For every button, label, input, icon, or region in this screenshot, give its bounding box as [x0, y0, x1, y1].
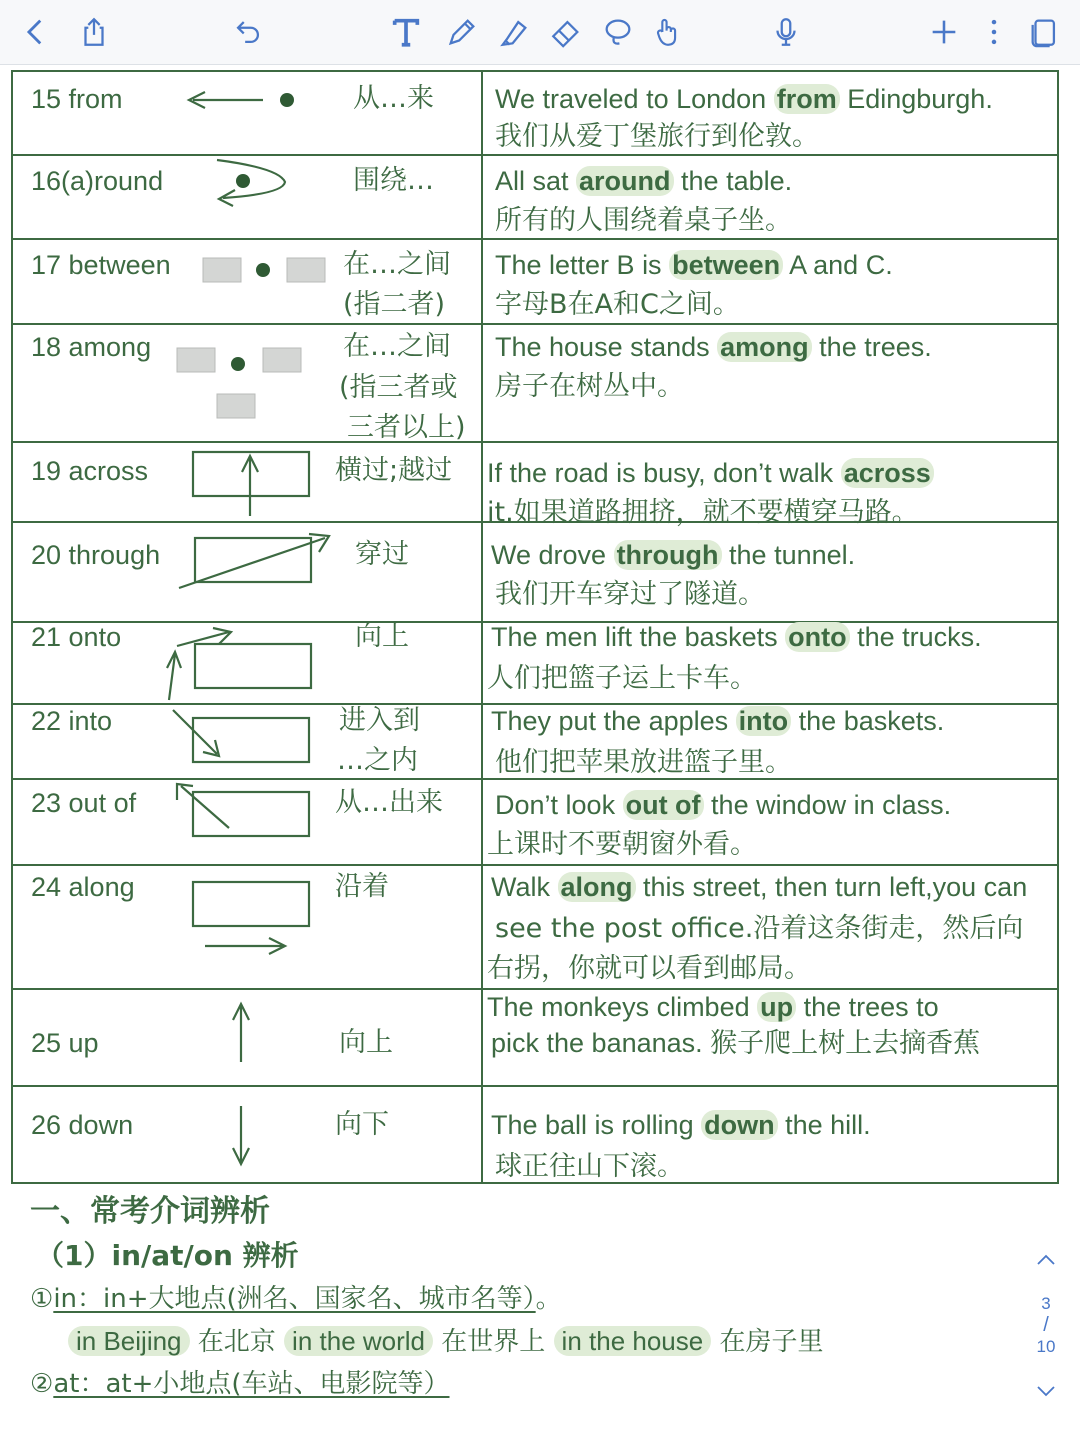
term-16: 16(a)round: [31, 166, 164, 196]
meaning-22b: …之内: [337, 745, 418, 776]
example-text: the baskets.: [791, 706, 945, 736]
example-text: this street, then turn left,you can: [635, 872, 1028, 902]
example-text: the tunnel.: [721, 540, 856, 570]
example-16: [495, 164, 792, 198]
example-cn-24b: 右拐，你就可以看到邮局。: [487, 953, 811, 984]
meaning-17b: (指二者): [343, 289, 446, 320]
diagram-around: [209, 154, 299, 214]
diagram-onto: [163, 624, 323, 704]
example-text: the hill.: [777, 1110, 871, 1140]
page-navigator: [1026, 1240, 1066, 1430]
example-25: [487, 990, 939, 1024]
meaning-26: 向下: [335, 1109, 389, 1140]
highlight: out of: [623, 790, 704, 820]
example-19: [487, 456, 934, 490]
example-cn-22: 他们把苹果放进篮子里。: [495, 747, 792, 778]
current-page: 3: [1041, 1294, 1051, 1313]
meaning-17: 在…之间: [343, 249, 451, 280]
row-divider: [13, 154, 1057, 156]
meaning-18b: (指三者或: [339, 372, 458, 403]
term-25: 25 up: [31, 1028, 99, 1058]
term-17: 17 between: [31, 250, 171, 280]
pen-icon[interactable]: [440, 10, 484, 54]
diagram-out-of: [173, 782, 323, 852]
example-24: [491, 870, 1027, 904]
example-cn: 在北京: [189, 1327, 285, 1357]
rule-in: [30, 1278, 930, 1320]
back-icon[interactable]: [14, 10, 58, 54]
term-21: 21 onto: [31, 622, 122, 652]
example-cn-26: 球正往山下滚。: [495, 1151, 684, 1182]
example-text: the window in class.: [703, 790, 952, 820]
example-21: [491, 620, 982, 654]
example-text: The men lift the baskets: [491, 622, 786, 652]
highlight: into: [736, 706, 791, 736]
preposition-table: [11, 70, 1059, 1184]
highlight: onto: [785, 622, 849, 652]
diagram-up: [223, 1000, 263, 1064]
undo-icon[interactable]: [226, 10, 270, 54]
pages-icon[interactable]: [1022, 10, 1066, 54]
example-text: the trees to: [796, 992, 939, 1022]
total-pages: 10: [1036, 1337, 1056, 1356]
example-cn: 在房子里: [711, 1327, 824, 1357]
rule-text: at：at+小地点(车站、电影院等）: [53, 1369, 450, 1399]
example-text: If the road is busy, don’t walk: [487, 458, 841, 488]
example-text: Walk: [491, 872, 558, 902]
example-text: We drove: [491, 540, 614, 570]
diagram-across: [191, 448, 311, 518]
example-23: [495, 788, 951, 822]
term-20: 20 through: [31, 540, 161, 570]
term-22: 22 into: [31, 706, 113, 736]
diagram-among: [175, 342, 315, 432]
rule-at: [30, 1363, 930, 1405]
meaning-22: 进入到: [339, 705, 420, 736]
diagram-down: [223, 1102, 263, 1170]
meaning-18c: 三者以上): [347, 412, 466, 443]
diagram-between: [201, 250, 331, 290]
example-text: The house stands: [495, 332, 718, 362]
example-chip: in the house: [554, 1326, 712, 1356]
example-text: The ball is rolling: [491, 1110, 702, 1140]
diagram-through: [175, 530, 345, 592]
highlight: between: [669, 250, 783, 280]
highlight: through: [614, 540, 722, 570]
example-text: The monkeys climbed: [487, 992, 758, 1022]
example-cn: 在世界上: [433, 1327, 554, 1357]
example-26: [491, 1108, 871, 1142]
term-19: 19 across: [31, 456, 149, 486]
rule-in-examples: [30, 1320, 930, 1363]
page-separator: /: [1043, 1314, 1049, 1336]
example-15: [495, 82, 993, 116]
meaning-23: 从…出来: [335, 787, 443, 818]
example-text: Don’t look: [495, 790, 623, 820]
example-22: [491, 704, 944, 738]
example-text: All sat: [495, 166, 577, 196]
rule-number: ②: [30, 1369, 54, 1399]
term-24: 24 along: [31, 872, 135, 902]
example-18: [495, 330, 932, 364]
row-divider: [13, 1085, 1057, 1087]
highlight: along: [558, 872, 636, 902]
example-text: We traveled to London: [495, 84, 774, 114]
row-divider: [13, 864, 1057, 866]
section-heading: 一、常考介词辨析: [30, 1194, 270, 1229]
eraser-icon[interactable]: [544, 10, 588, 54]
example-20: [491, 538, 855, 572]
highlight: from: [774, 84, 840, 114]
rule-number: ①: [30, 1284, 54, 1314]
chevron-up-icon[interactable]: [1026, 1240, 1066, 1280]
row-divider: [13, 323, 1057, 325]
example-cn-17: 字母B在A和C之间。: [495, 289, 740, 320]
rule-suffix: 。: [535, 1284, 562, 1314]
example-text: They put the apples: [491, 706, 736, 736]
highlight: around: [576, 166, 674, 196]
highlight: up: [757, 992, 796, 1022]
term-23: 23 out of: [31, 788, 137, 818]
example-cn-24: see the post office.沿着这条街走，然后向: [495, 913, 1024, 944]
hand-pointer-icon[interactable]: [646, 10, 690, 54]
example-cn-25: pick the bananas. 猴子爬上树上去摘香蕉: [491, 1028, 981, 1058]
highlight: down: [701, 1110, 777, 1140]
toolbar: [0, 0, 1080, 65]
meaning-25: 向上: [339, 1027, 393, 1058]
example-cn-16: 所有的人围绕着桌子坐。: [495, 205, 792, 236]
diagram-along: [191, 878, 311, 958]
lasso-icon[interactable]: [596, 10, 640, 54]
term-26: 26 down: [31, 1110, 134, 1140]
meaning-15: 从…来: [353, 83, 434, 114]
example-text: the trucks.: [849, 622, 982, 652]
example-text: the trees.: [811, 332, 932, 362]
diagram-from: [183, 82, 303, 122]
meaning-18: 在…之间: [343, 331, 451, 362]
note-page[interactable]: [0, 65, 1080, 1440]
share-icon[interactable]: [72, 10, 116, 54]
meaning-19: 横过;越过: [335, 455, 453, 486]
highlighter-icon[interactable]: [492, 10, 536, 54]
example-text: A and C.: [783, 250, 893, 280]
term-18: 18 among: [31, 332, 152, 362]
rule-text: in：in+大地点(洲名、国家名、城市名等）: [53, 1284, 536, 1314]
example-cn-20: 我们开车穿过了隧道。: [495, 579, 765, 610]
text-tool-icon[interactable]: [384, 10, 428, 54]
meaning-21: 向上: [355, 621, 409, 652]
example-cn-21: 人们把篮子运上卡车。: [487, 663, 757, 694]
example-cn-18: 房子在树丛中。: [495, 371, 684, 402]
more-icon[interactable]: [972, 10, 1016, 54]
example-cn-23: 上课时不要朝窗外看。: [487, 829, 757, 860]
example-text: The letter B is: [495, 250, 670, 280]
example-cn-15: 我们从爱丁堡旅行到伦敦。: [495, 121, 819, 152]
row-divider: [13, 238, 1057, 240]
example-cn-19: it.如果道路拥挤，就不要横穿马路。: [487, 497, 919, 528]
highlight: among: [717, 332, 812, 362]
add-icon[interactable]: [922, 10, 966, 54]
example-text: Edingburgh.: [839, 84, 993, 114]
example-chip: in Beijing: [68, 1326, 190, 1356]
meaning-16: 围绕…: [353, 165, 434, 196]
highlight: across: [841, 458, 934, 488]
microphone-icon[interactable]: [764, 10, 808, 54]
example-text: the table.: [673, 166, 793, 196]
meaning-20: 穿过: [355, 539, 409, 570]
subsection-heading: （1）in/at/on 辨析: [36, 1239, 299, 1272]
example-17: [495, 248, 893, 282]
chevron-down-icon[interactable]: [1026, 1371, 1066, 1411]
notes-section: [30, 1190, 930, 1405]
diagram-into: [169, 706, 329, 772]
row-divider: [13, 441, 1057, 443]
meaning-24: 沿着: [335, 871, 389, 902]
example-chip: in the world: [284, 1326, 433, 1356]
term-15: 15 from: [31, 84, 123, 114]
